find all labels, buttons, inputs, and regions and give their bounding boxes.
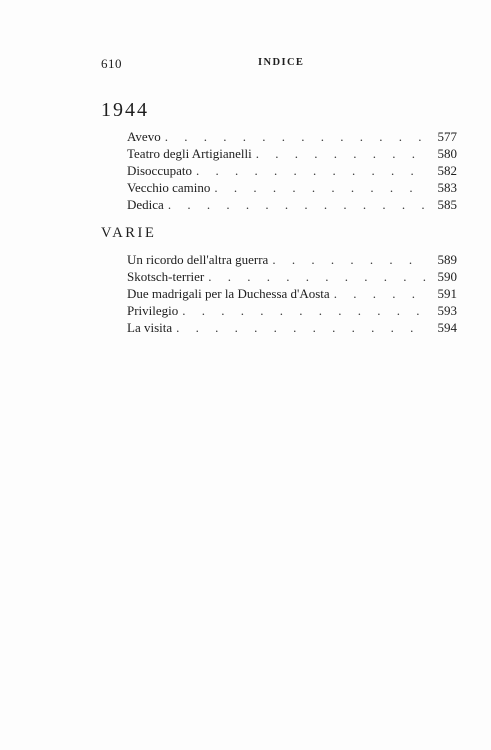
entry-page-number: 582 <box>437 163 457 178</box>
entry-page-number: 583 <box>437 180 457 195</box>
dot-leader <box>256 145 429 162</box>
dot-leader <box>165 128 429 145</box>
entry-page-number: 593 <box>437 303 457 318</box>
toc-entry <box>127 128 457 145</box>
entry-title: Disoccupato <box>127 163 192 178</box>
entry-title: La visita <box>127 320 173 335</box>
dot-leader <box>214 179 429 196</box>
section-heading: VARIE <box>101 225 157 241</box>
toc-entry <box>127 302 457 319</box>
dot-leader <box>272 251 429 268</box>
section-varie <box>101 224 457 336</box>
entry-page-number: 591 <box>437 286 457 301</box>
running-head: INDICE <box>258 57 305 68</box>
toc-entry <box>127 251 457 268</box>
toc-entry <box>127 145 457 162</box>
entry-page-number: 577 <box>437 129 457 144</box>
entry-list <box>101 128 457 213</box>
section-heading: 1944 <box>101 99 149 121</box>
dot-leader <box>182 302 429 319</box>
toc-entry <box>127 162 457 179</box>
entry-title: Skotsch-terrier <box>127 269 205 284</box>
entry-title: Un ricordo dell'altra guerra <box>127 252 269 267</box>
dot-leader <box>196 162 429 179</box>
toc-entry <box>127 179 457 196</box>
entry-title: Dedica <box>127 197 164 212</box>
entry-page-number: 590 <box>437 269 457 284</box>
toc-entry <box>127 319 457 336</box>
entry-title: Teatro degli Artigianelli <box>127 146 252 161</box>
entry-page-number: 580 <box>437 146 457 161</box>
entry-page-number: 594 <box>437 320 457 335</box>
entry-list <box>101 251 457 336</box>
page-number: 610 <box>101 56 122 71</box>
entry-title: Due madrigali per la Duchessa d'Aosta <box>127 286 330 301</box>
dot-leader <box>208 268 429 285</box>
dot-leader <box>334 285 429 302</box>
dot-leader <box>168 196 429 213</box>
toc-entry <box>127 285 457 302</box>
entry-page-number: 585 <box>437 197 457 212</box>
section-1944 <box>101 98 457 213</box>
dot-leader <box>176 319 429 336</box>
entry-page-number: 589 <box>437 252 457 267</box>
toc-entry <box>127 268 457 285</box>
entry-title: Vecchio camino <box>127 180 211 195</box>
entry-title: Avevo <box>127 129 161 144</box>
toc-entry <box>127 196 457 213</box>
entry-title: Privilegio <box>127 303 179 318</box>
